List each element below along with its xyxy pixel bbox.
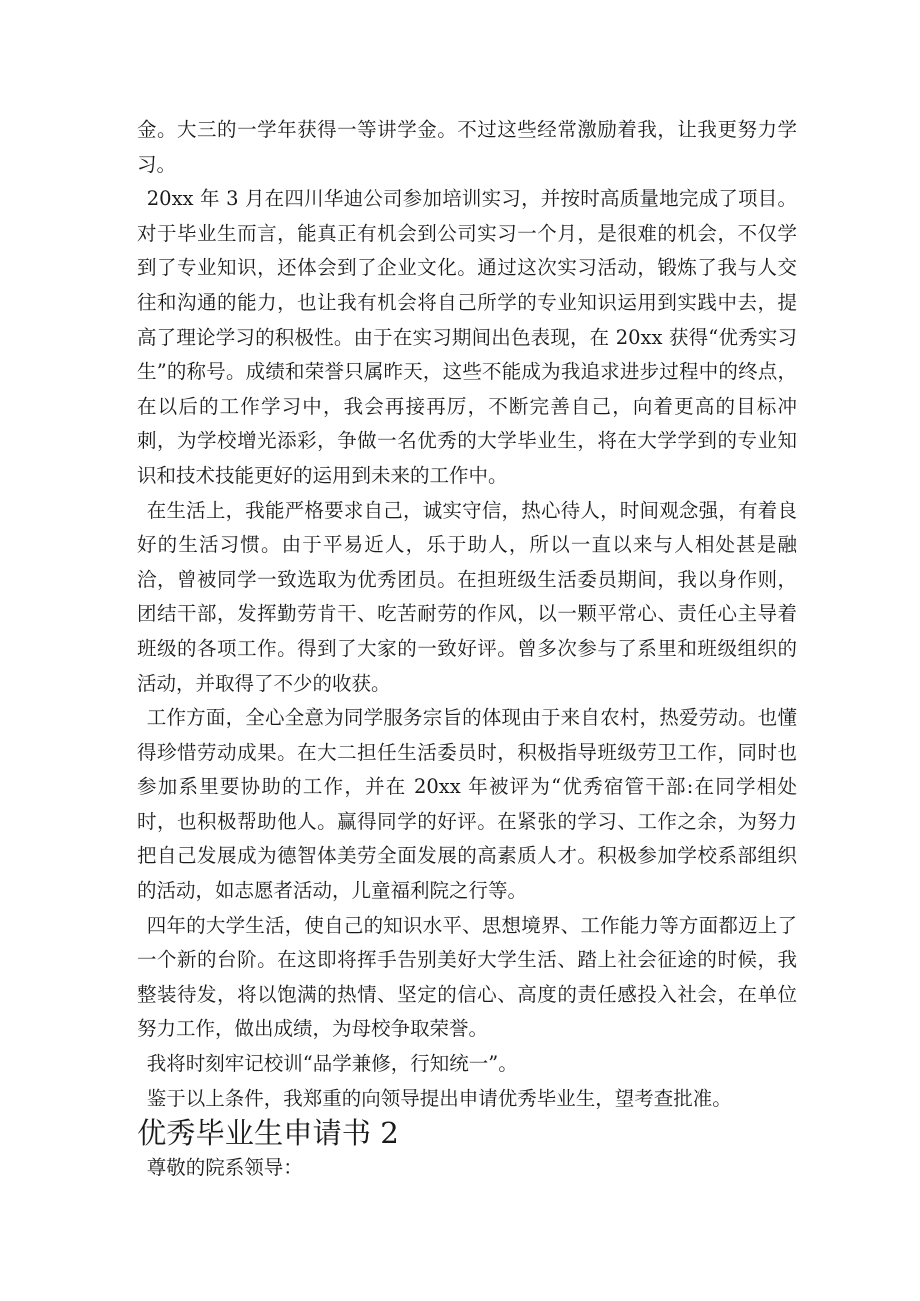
paragraph-school-motto: 我将时刻牢记校训“品学兼修，行知统一”。 [146, 1052, 518, 1076]
paragraph-request: 鉴于以上条件，我郑重的向领导提出申请优秀毕业生，望考查批准。 [146, 1086, 732, 1110]
salutation: 尊敬的院系领导： [146, 1155, 303, 1179]
document-body [137, 113, 797, 1185]
section-heading: 优秀毕业生申请书 2 [137, 1116, 399, 1151]
paragraph-scholarship-continuation: 金。大三的一学年获得一等讲学金。不过这些经常激励着我，让我更努力学习。 [137, 118, 797, 176]
paragraph-life: 在生活上，我能严格要求自己，诚实守信，热心待人，时间观念强，有着良好的生活习惯。由于平易近人，乐于助人，所以一直以来与人相处甚是融洽，曾被同学一致选取为优秀团员。在担班级生活委员期间，我以身作则，团结干部，发挥勤劳肯干、吃苦耐劳的作风，以一颗平常心、责任心主导着班级的各项工作。得到了大家的一致好评。曾多次参与了系里和班级组织的活动，并取得了不少的收获。 [137, 498, 797, 695]
paragraph-work: 工作方面，全心全意为同学服务宗旨的体现由于来自农村，热爱劳动。也懂得珍惜劳动成果。在大二担任生活委员时，积极指导班级劳卫工作，同时也参加系里要协助的工作，并在 20xx 年被评为“优秀宿管干部:在同学相处时，也积极帮助他人。赢得同学的好评。在紧张的学习、工作之余，为努力把自己发展成为德智体美劳全面发展的高素质人才。积极参加学校系部组织的活动，如志愿者活动，儿童福利院之行等。 [137, 706, 797, 903]
paragraph-university-life: 四年的大学生活，使自己的知识水平、思想境界、工作能力等方面都迈上了一个新的台阶。在这即将挥手告别美好大学生活、踏上社会征途的时候，我整装待发，将以饱满的热情、坚定的信心、高度的责任感投入社会，在单位努力工作，做出成绩，为母校争取荣誉。 [137, 913, 797, 1041]
paragraph-internship: 20xx 年 3 月在四川华迪公司参加培训实习，并按时高质量地完成了项目。对于毕业生而言，能真正有机会到公司实习一个月，是很难的机会，不仅学到了专业知识，还体会到了企业文化。通过这次实习活动，锻炼了我与人交往和沟通的能力，也让我有机会将自己所学的专业知识运用到实践中去，提高了理论学习的积极性。由于在实习期间出色表现，在 20xx 获得“优秀实习生”的称号。成绩和荣誉只属昨天，这些不能成为我追求进步过程中的终点，在以后的工作学习中，我会再接再厉，不断完善自己，向着更高的目标冲刺，为学校增光添彩，争做一名优秀的大学毕业生，将在大学学到的专业知识和技术技能更好的运用到未来的工作中。 [137, 187, 797, 487]
